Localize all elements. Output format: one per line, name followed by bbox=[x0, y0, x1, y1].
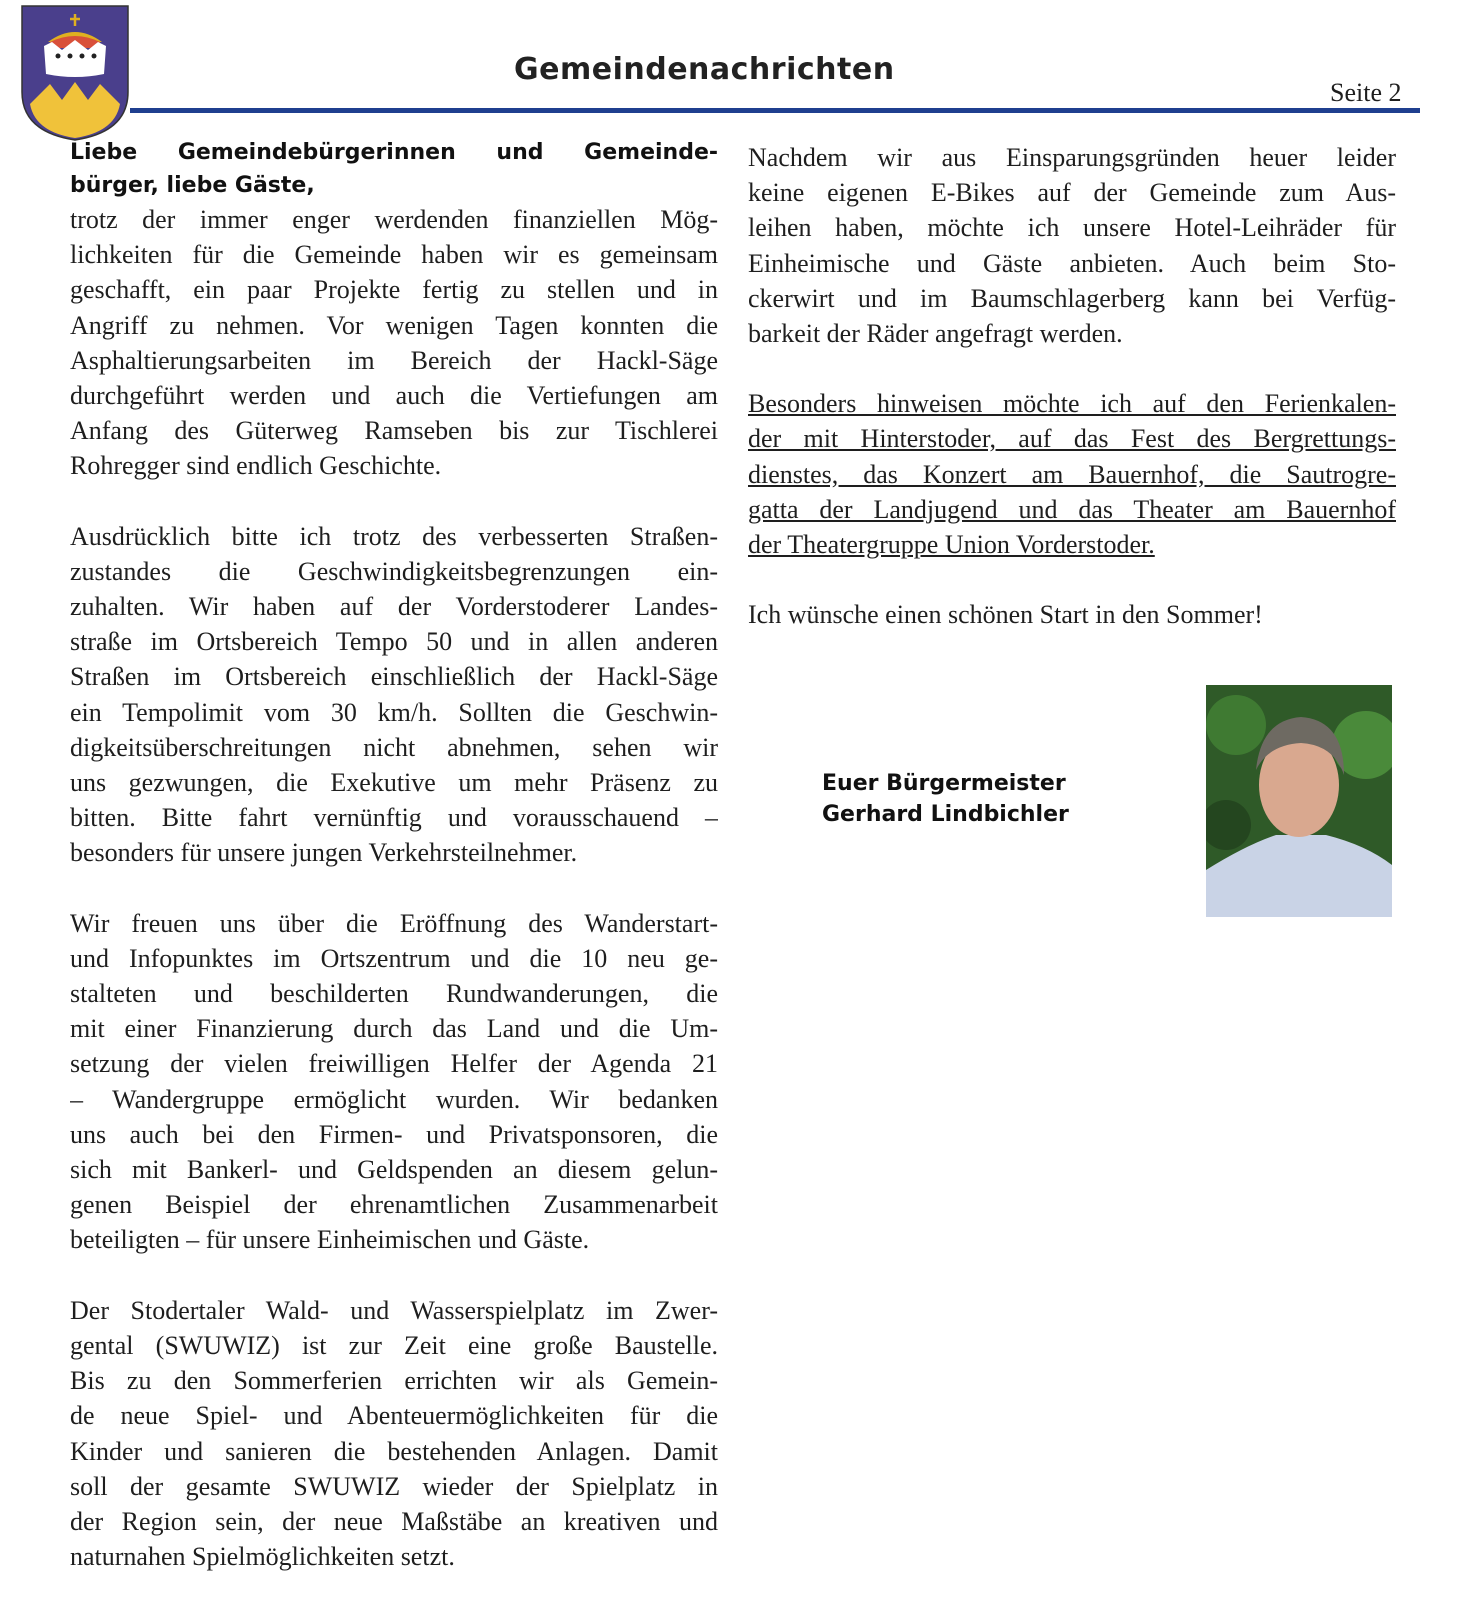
text-line: Besonders hinweisen möchte ich auf den Ferienkalen- bbox=[748, 389, 1396, 419]
paragraph bbox=[748, 597, 1396, 632]
text-line: setzung der vielen freiwilligen Helfer der Agenda 21 bbox=[70, 1049, 718, 1079]
signature-name: Gerhard Lindbichler bbox=[822, 802, 1069, 827]
text-line: der mit Hinterstoder, auf das Fest des Bergrettungs- bbox=[748, 424, 1396, 454]
text-line: leihen haben, möchte ich unsere Hotel-Leihräder für bbox=[748, 213, 1396, 243]
mayor-portrait-photo bbox=[1206, 685, 1392, 917]
text-line: stalteten und beschilderten Rundwanderungen, die bbox=[70, 979, 718, 1009]
text-line: uns gezwungen, die Exekutive um mehr Präsenz zu bbox=[70, 768, 718, 798]
text-line: Anfang des Güterweg Ramseben bis zur Tischlerei bbox=[70, 416, 718, 446]
greeting-heading bbox=[70, 136, 718, 202]
paragraph bbox=[70, 906, 718, 1258]
text-line: ein Tempolimit vom 30 km/h. Sollten die Geschwin- bbox=[70, 697, 718, 727]
text-line: Straßen im Ortsbereich einschließlich der Hackl-Säge bbox=[70, 662, 718, 692]
text-line: Einheimische und Gäste anbieten. Auch beim Sto- bbox=[748, 248, 1396, 278]
text-line: gatta der Landjugend und das Theater am Bauernhof bbox=[748, 494, 1396, 524]
text-line: naturnahen Spielmöglichkeiten setzt. bbox=[70, 1542, 455, 1572]
text-line: durchgeführt werden und auch die Vertiefungen am bbox=[70, 381, 718, 411]
paragraph bbox=[70, 202, 718, 484]
right-column bbox=[748, 140, 1396, 667]
text-line: beteiligten – für unsere Einheimischen und Gäste. bbox=[70, 1225, 590, 1255]
text-line: Wir freuen uns über die Eröffnung des Wanderstart- bbox=[70, 908, 718, 938]
paragraph bbox=[70, 1293, 718, 1575]
text-line: barkeit der Räder angefragt werden. bbox=[748, 319, 1123, 349]
greeting-line: bürger, liebe Gäste, bbox=[70, 173, 315, 198]
text-line: bitten. Bitte fahrt vernünftig und vorausschauend – bbox=[70, 803, 718, 833]
text-line: Ausdrücklich bitte ich trotz des verbesserten Straßen- bbox=[70, 521, 718, 551]
text-line: trotz der immer enger werdenden finanziellen Mög- bbox=[70, 205, 718, 234]
text-line: geschafft, ein paar Projekte fertig zu stellen und in bbox=[70, 275, 718, 305]
text-line: der Region sein, der neue Maßstäbe an kreativen und bbox=[70, 1506, 718, 1536]
text-line: Nachdem wir aus Einsparungsgründen heuer leider bbox=[748, 143, 1396, 172]
text-line: Rohregger sind endlich Geschichte. bbox=[70, 451, 442, 481]
text-line: der Theatergruppe Union Vorderstoder. bbox=[748, 530, 1155, 560]
signature-title: Euer Bürgermeister bbox=[822, 771, 1066, 796]
text-line: dienstes, das Konzert am Bauernhof, die Sautrogre- bbox=[748, 459, 1396, 489]
text-line: uns auch bei den Firmen- und Privatsponsoren, die bbox=[70, 1119, 718, 1149]
text-line: lichkeiten für die Gemeinde haben wir es gemeinsam bbox=[70, 240, 718, 270]
text-line: zustandes die Geschwindigkeitsbegrenzungen ein- bbox=[70, 556, 718, 586]
paragraph bbox=[748, 140, 1396, 351]
greeting-line: Liebe Gemeindebürgerinnen und Gemeinde- bbox=[70, 140, 718, 165]
text-line: Der Stodertaler Wald- und Wasserspielplatz im Zwer- bbox=[70, 1295, 718, 1325]
page-title: Gemeindenachrichten bbox=[514, 52, 895, 87]
text-line: – Wandergruppe ermöglicht wurden. Wir bedanken bbox=[70, 1084, 718, 1114]
text-line: ckerwirt und im Baumschlagerberg kann bei Verfüg- bbox=[748, 283, 1396, 313]
page-number: Seite 2 bbox=[1330, 78, 1402, 107]
text-line: Asphaltierungsarbeiten im Bereich der Hackl-Säge bbox=[70, 345, 718, 375]
text-line: Kinder und sanieren die bestehenden Anlagen. Damit bbox=[70, 1436, 718, 1466]
text-line: Ich wünsche einen schönen Start in den Sommer! bbox=[748, 600, 1263, 630]
text-line: keine eigenen E-Bikes auf der Gemeinde zum Aus- bbox=[748, 178, 1396, 208]
paragraph bbox=[748, 386, 1396, 562]
signature bbox=[822, 768, 1069, 830]
header-divider bbox=[130, 108, 1420, 113]
paragraph bbox=[70, 519, 718, 871]
text-line: Angriff zu nehmen. Vor wenigen Tagen konnten die bbox=[70, 310, 718, 340]
text-line: soll der gesamte SWUWIZ wieder der Spielplatz in bbox=[70, 1471, 718, 1501]
text-line: zuhalten. Wir haben auf der Vorderstoderer Landes- bbox=[70, 592, 718, 622]
text-line: genen Beispiel der ehrenamtlichen Zusammenarbeit bbox=[70, 1190, 718, 1220]
text-line: gental (SWUWIZ) ist zur Zeit eine große Baustelle. bbox=[70, 1330, 718, 1360]
text-line: Bis zu den Sommerferien errichten wir als Gemein- bbox=[70, 1366, 718, 1396]
left-column bbox=[70, 136, 718, 1609]
text-line: besonders für unsere jungen Verkehrsteilnehmer. bbox=[70, 838, 578, 868]
text-line: straße im Ortsbereich Tempo 50 und in allen anderen bbox=[70, 627, 718, 657]
text-line: de neue Spiel- und Abenteuermöglichkeiten für die bbox=[70, 1401, 718, 1431]
text-line: sich mit Bankerl- und Geldspenden an diesem gelun- bbox=[70, 1155, 718, 1185]
text-line: und Infopunktes im Ortszentrum und die 10 neu ge- bbox=[70, 943, 718, 973]
text-line: digkeitsüberschreitungen nicht abnehmen, sehen wir bbox=[70, 732, 718, 762]
municipal-coat-of-arms bbox=[20, 4, 130, 142]
text-line: mit einer Finanzierung durch das Land und die Um- bbox=[70, 1014, 718, 1044]
